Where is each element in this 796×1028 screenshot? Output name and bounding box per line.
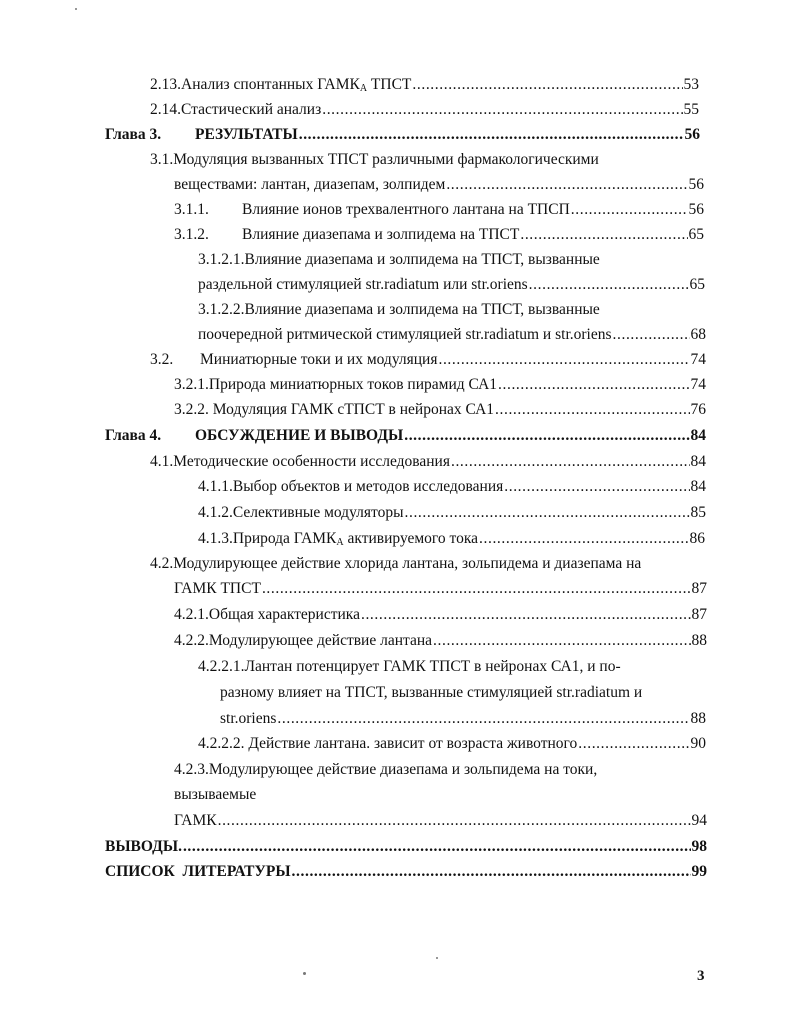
- toc-entry-4-2-2-2: [198, 735, 706, 753]
- dot-leader: [446, 176, 687, 194]
- toc-entry-3-1-line1: 3.1.Модуляция вызванных ТПСТ различными фармакологическими: [150, 151, 599, 168]
- toc-entry-title: 4.2.2.Модулирующее действие лантана: [174, 632, 433, 649]
- dot-leader: [451, 453, 690, 471]
- toc-entry-title: 2.13.Анализ спонтанных $ГАМК_А$ ТПСТ: [150, 76, 412, 94]
- toc-page-number: 88: [691, 632, 707, 649]
- dot-leader: [412, 76, 682, 94]
- toc-entry-title: 4.1.2.Селективные модуляторы: [198, 504, 404, 521]
- page-number: 3: [697, 968, 705, 984]
- toc-entry-3-2-1: [174, 376, 706, 394]
- dot-leader: [438, 351, 689, 369]
- toc-entry-4-2-1: [174, 606, 707, 624]
- scan-speck: [436, 957, 438, 959]
- toc-page-number: 74: [690, 351, 706, 368]
- toc-entry-4-2-line1: 4.2.Модулирующее действие хлорида лантана, зольпидема и диазепама на: [150, 555, 642, 572]
- toc-entry-3-1-2-2-line1: 3.1.2.2.Влияние диазепама и золпидема на ТПСТ, вызванные: [198, 301, 600, 318]
- toc-page-number: 94: [691, 812, 707, 829]
- toc-page-number: 56: [688, 176, 704, 193]
- toc-page-number: 84: [690, 478, 706, 495]
- dot-leader: [277, 710, 689, 728]
- dot-leader: [520, 226, 687, 244]
- toc-page-number: 99: [691, 863, 707, 880]
- dot-leader: [495, 401, 689, 419]
- toc-page-number: 65: [689, 276, 705, 293]
- toc-entry-4-2-3-line1: 4.2.3.Модулирующее действие диазепама и зольпидема на токи,: [174, 761, 598, 778]
- toc-page-number: 84: [690, 453, 706, 470]
- scan-speck: [303, 972, 306, 975]
- toc-entry-title: раздельной стимуляцией str.radiatum или str.oriens: [198, 276, 528, 293]
- toc-entry-title: веществами: лантан, диазепам, золпидем: [174, 176, 446, 193]
- toc-entry-4-1-3: [198, 530, 705, 548]
- toc-entry-title: 4.1.Методические особенности исследования: [150, 453, 450, 470]
- toc-entry-title: 4.1.3.Природа $ГАМК_А$ активируемого тока: [198, 530, 479, 548]
- dot-leader: [479, 530, 688, 548]
- toc-page-number: 65: [688, 226, 704, 243]
- toc-entry-title: ГАМК ТПСТ: [174, 580, 261, 597]
- toc-page-number: 87: [691, 580, 707, 597]
- scan-speck: [75, 8, 77, 10]
- toc-page-number: 76: [690, 401, 706, 418]
- toc-entry-title: 4.1.1.Выбор объектов и методов исследования: [198, 478, 504, 495]
- toc-entry-3-1-2: [174, 226, 704, 244]
- toc-entry-3-1: [174, 176, 704, 194]
- toc-entry-title: 4.2.1.Общая характеристика: [174, 606, 360, 623]
- toc-entry-title: 3.2.1.Природа миниатюрных токов пирамид СА1: [174, 376, 498, 393]
- toc-entry-4-2: [174, 580, 707, 598]
- toc-entry-title: 3.1.2. Влияние диазепама и золпидема на ТПСТ: [174, 226, 520, 243]
- toc-entry-3-2: [150, 351, 706, 369]
- toc-entry-title: 3.2.2. Модуляция ГАМК сТПСТ в нейронах СА1: [174, 401, 495, 418]
- dot-leader: [322, 101, 682, 119]
- toc-references: [105, 863, 707, 881]
- toc-page-number: 87: [691, 606, 707, 623]
- dot-leader: [498, 376, 689, 394]
- toc-chapter-title: Глава 3. РЕЗУЛЬТАТЫ: [105, 126, 298, 143]
- toc-page-number: 98: [691, 838, 707, 855]
- toc-entry-title: str.oriens: [220, 710, 277, 727]
- toc-chapter-4: [105, 427, 706, 445]
- toc-entry-title: поочередной ритмической стимуляцией str.radiatum и str.oriens: [198, 326, 612, 343]
- toc-entry-title: 2.14.Стастический анализ: [150, 101, 322, 118]
- dot-leader: [405, 504, 690, 522]
- chapter-label: Глава 3.: [105, 126, 162, 143]
- toc-page-number: 86: [689, 530, 705, 547]
- toc-page-number: 56: [684, 126, 700, 143]
- dot-leader: [613, 326, 690, 344]
- toc-entry-title: ГАМК: [174, 812, 217, 829]
- toc-page-number: 53: [683, 76, 699, 93]
- toc-conclusions: [105, 838, 707, 856]
- toc-page-number: 68: [690, 326, 706, 343]
- toc-entry-title: 3.2. Миниатюрные токи и их модуляция: [150, 351, 438, 368]
- toc-entry-3-1-1: [174, 201, 704, 219]
- toc-chapter-title: СПИСОК ЛИТЕРАТУРЫ: [105, 863, 291, 880]
- dot-leader: [504, 478, 689, 496]
- toc-page-number: 74: [690, 376, 706, 393]
- toc-page-number: 84: [690, 427, 706, 444]
- toc-page-number: 55: [683, 101, 699, 118]
- toc-entry-title: 3.1.1. Влияние ионов трехвалентного лантана на ТПСП: [174, 201, 570, 218]
- dot-leader: [404, 427, 689, 445]
- dot-leader: [299, 126, 684, 144]
- toc-entry-4-1: [150, 453, 706, 471]
- toc-entry-4-2-2-1-line1: 4.2.2.1.Лантан потенцирует ГАМК ТПСТ в нейронах СА1, и по-: [198, 658, 621, 675]
- toc-entry-4-2-2: [174, 632, 707, 650]
- toc-entry-4-1-1: [198, 478, 706, 496]
- toc-entry-3-1-2-1: [198, 276, 705, 294]
- dot-leader: [183, 838, 691, 856]
- toc-entry-3-1-2-1-line1: 3.1.2.1.Влияние диазепама и золпидема на ТПСТ, вызванные: [198, 251, 600, 268]
- dot-leader: [578, 735, 689, 753]
- toc-page-number: 88: [690, 710, 706, 727]
- dot-leader: [361, 606, 691, 624]
- toc-entry-4-2-3-line2: вызываемые: [174, 786, 257, 803]
- toc-entry-title: 4.2.2.2. Действие лантана. зависит от возраста животного: [198, 735, 578, 752]
- toc-entry-2-13: [150, 76, 699, 94]
- dot-leader: [218, 812, 691, 830]
- dot-leader: [292, 863, 691, 881]
- dot-leader: [529, 276, 689, 294]
- dot-leader: [571, 201, 688, 219]
- toc-entry-4-2-3: [174, 812, 707, 830]
- toc-chapter-3: [105, 126, 700, 144]
- toc-entry-4-2-2-1: [220, 710, 706, 728]
- toc-entry-4-1-2: [198, 504, 706, 522]
- toc-page-number: 85: [690, 504, 706, 521]
- toc-page-number: 90: [690, 735, 706, 752]
- toc-page-number: 56: [688, 201, 704, 218]
- dot-leader: [433, 632, 690, 650]
- toc-chapter-title: ВЫВОДЫ.: [105, 838, 182, 855]
- toc-entry-3-1-2-2: [198, 326, 706, 344]
- toc-entry-2-14: [150, 101, 699, 119]
- toc-entry-4-2-2-1-line2: разному влияет на ТПСТ, вызванные стимуляцией str.radiatum и: [220, 684, 643, 701]
- toc-entry-3-2-2: [174, 401, 706, 419]
- dot-leader: [262, 580, 691, 598]
- chapter-label: Глава 4.: [105, 427, 162, 444]
- toc-chapter-title: Глава 4. ОБСУЖДЕНИЕ И ВЫВОДЫ: [105, 427, 404, 444]
